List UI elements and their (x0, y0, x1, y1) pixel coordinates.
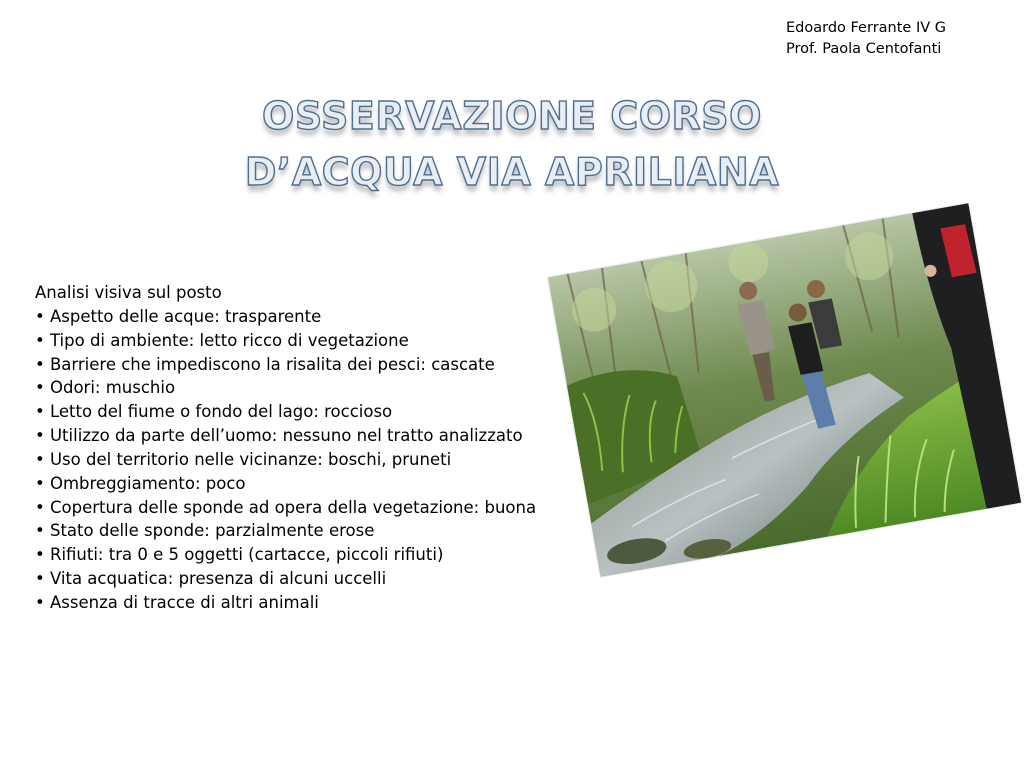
slide-title-line-1: OSSERVAZIONE CORSO (262, 94, 762, 138)
author-name: Edoardo Ferrante IV G (786, 20, 946, 36)
observation-item: • Aspetto delle acque: trasparente (35, 306, 322, 326)
observation-item: • Copertura delle sponde ad opera della vegetazione: buona (35, 497, 537, 517)
slide-title (180, 88, 844, 200)
observation-item: • Utilizzo da parte dell’uomo: nessuno nel tratto analizzato (35, 426, 523, 446)
observation-item: • Odori: muschio (35, 378, 176, 398)
stream-photo (548, 203, 1021, 577)
observation-list (35, 281, 536, 615)
slide-title-line-2: D’ACQUA VIA APRILIANA (244, 150, 780, 194)
observation-item: • Tipo di ambiente: letto ricco di vegetazione (35, 330, 409, 350)
observation-item: • Assenza di tracce di altri animali (35, 592, 319, 612)
observation-item: • Stato delle sponde: parzialmente erose (35, 521, 375, 541)
observation-item: • Uso del territorio nelle vicinanze: boschi, pruneti (35, 449, 452, 469)
author-info (786, 18, 946, 60)
teacher-name: Prof. Paola Centofanti (786, 41, 942, 57)
observation-intro: Analisi visiva sul posto (35, 283, 222, 302)
observation-item: • Letto del fiume o fondo del lago: roccioso (35, 402, 393, 422)
observation-item: • Vita acquatica: presenza di alcuni uccelli (35, 569, 387, 589)
observation-item: • Barriere che impediscono la risalita dei pesci: cascate (35, 354, 495, 374)
observation-item: • Ombreggiamento: poco (35, 473, 246, 493)
observation-item: • Rifiuti: tra 0 e 5 oggetti (cartacce, piccoli rifiuti) (35, 545, 444, 565)
